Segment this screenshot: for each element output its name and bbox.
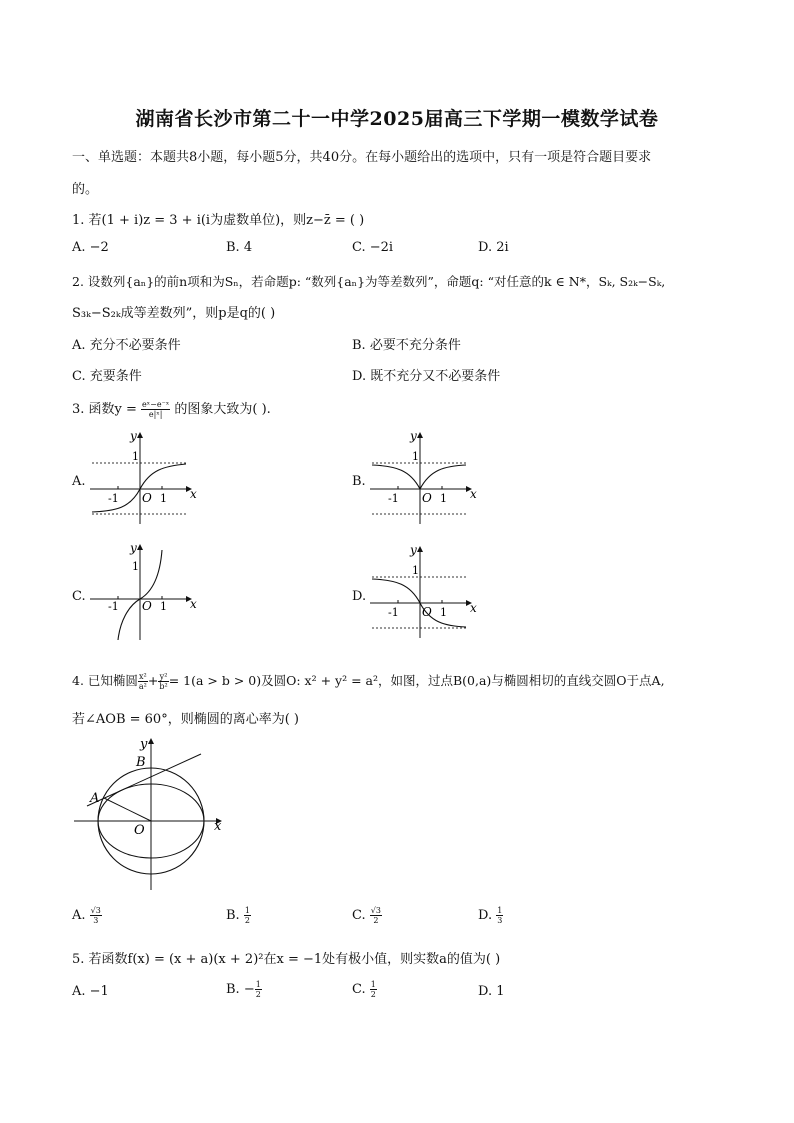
q4-option-a-label: A. — [72, 908, 86, 923]
q4-option-c — [352, 906, 382, 925]
q4-frac-y — [158, 672, 168, 691]
q5-option-c-label: C. — [352, 982, 366, 997]
x-label: x — [470, 601, 477, 615]
q3-option-c-label: C. — [72, 589, 86, 604]
q4-option-a-num: √3 — [90, 906, 101, 915]
origin-label: O — [142, 491, 152, 505]
q4-option-b-num: 1 — [244, 906, 250, 915]
q3-graph-a — [86, 428, 206, 524]
q4-frac-y-den: b² — [159, 682, 168, 691]
tick-label-pos1: 1 — [160, 600, 167, 613]
q1-option-b: B. 4 — [226, 240, 253, 255]
segment-oa — [104, 798, 151, 821]
q5-option-b-den: 2 — [255, 990, 261, 999]
q5-option-b — [226, 980, 262, 999]
y-axis-arrow — [137, 544, 143, 550]
q4-option-a-den: 3 — [93, 916, 99, 925]
y-axis-arrow — [417, 546, 423, 552]
q4-option-c-num: √3 — [370, 906, 381, 915]
tick-label-pos1: 1 — [160, 492, 167, 505]
q3-graph-c — [86, 540, 206, 640]
q4-prefix: 4. 已知椭圆 — [72, 673, 138, 688]
q2-option-d: D. 既不充分又不必要条件 — [352, 369, 501, 384]
point-b-label: B — [136, 755, 146, 770]
q1-option-d: D. 2i — [478, 240, 509, 255]
x-label: x — [190, 597, 197, 611]
q5-option-c-frac — [370, 980, 377, 999]
origin-label: O — [142, 599, 152, 613]
q4-option-c-frac — [370, 906, 382, 925]
origin-label: O — [422, 491, 432, 505]
y-label: y — [410, 429, 417, 443]
tick-label-1: 1 — [412, 450, 419, 463]
question-5-stem: 5. 若函数f(x) = (x + a)(x + 2)²在x = −1处有极小值，则实数a的值为( ) — [72, 952, 501, 967]
q3-option-a-label: A. — [72, 474, 86, 489]
tick-label-pos1: 1 — [440, 606, 447, 619]
tick-label-1: 1 — [132, 560, 139, 573]
q4-option-d-label: D. — [478, 908, 493, 923]
q3-option-b-label: B. — [352, 474, 366, 489]
q2-option-a: A. 充分不必要条件 — [72, 338, 181, 353]
question-2-line2: S₃ₖ−S₂ₖ成等差数列”，则p是q的( ) — [72, 306, 276, 321]
q5-option-c-den: 2 — [370, 990, 376, 999]
q3-fraction-den: e|ˣ| — [148, 410, 163, 419]
y-label: y — [410, 543, 417, 557]
q3-graph-b — [366, 428, 486, 524]
q4-option-c-label: C. — [352, 908, 366, 923]
q2-option-c: C. 充要条件 — [72, 369, 142, 384]
question-1-stem: 1. 若(1 + i)z = 3 + i(i为虚数单位)，则z−z̄ = ( ) — [72, 213, 365, 228]
q1-option-a: A. −2 — [72, 240, 109, 255]
q4-option-c-den: 2 — [373, 916, 379, 925]
q3-fraction — [141, 400, 170, 419]
x-label: x — [190, 487, 197, 501]
tick-label-neg1: -1 — [388, 492, 399, 505]
q4-option-d — [478, 906, 503, 925]
section-instructions-line1: 一、单选题：本题共8小题，每小题5分，共40分。在每小题给出的选项中，只有一项是符合题目要求 — [72, 150, 652, 165]
q4-frac-x — [138, 672, 148, 691]
tick-label-neg1: -1 — [108, 600, 119, 613]
q2-option-b: B. 必要不充分条件 — [352, 338, 461, 353]
q5-option-b-num: 1 — [255, 980, 261, 989]
q3-fraction-num: eˣ−e⁻ˣ — [142, 400, 170, 409]
section-instructions-line2: 的。 — [72, 182, 99, 197]
q5-option-b-frac — [255, 980, 262, 999]
y-axis-arrow — [137, 432, 143, 438]
y-label: y — [130, 541, 137, 555]
q4-option-b-den: 2 — [244, 916, 250, 925]
y-axis-arrow — [417, 432, 423, 438]
q5-option-c — [352, 980, 377, 999]
q5-option-c-num: 1 — [370, 980, 376, 989]
point-a-label: A — [90, 791, 100, 806]
q4-option-d-frac — [496, 906, 503, 925]
question-2-line1: 2. 设数列{aₙ}的前n项和为Sₙ，若命题p: “数列{aₙ}为等差数列”，命题q: “对任意的k ∈ N*，Sₖ, S₂ₖ−Sₖ, — [72, 274, 666, 289]
q5-option-a: A. −1 — [72, 984, 109, 999]
curve — [92, 464, 186, 512]
q3-option-d-label: D. — [352, 589, 367, 604]
q4-frac-x-den: a² — [138, 682, 147, 691]
q5-option-d: D. 1 — [478, 984, 505, 999]
x-label: x — [470, 487, 477, 501]
tick-label-1: 1 — [132, 450, 139, 463]
question-4-line2: 若∠AOB = 60°，则椭圆的离心率为( ) — [72, 712, 299, 727]
tick-label-1: 1 — [412, 564, 419, 577]
curve — [372, 465, 466, 489]
q4-option-b-frac — [244, 906, 251, 925]
q1-option-c: C. −2i — [352, 240, 394, 255]
x-label: x — [214, 819, 222, 834]
origin-label: O — [422, 605, 432, 619]
y-label: y — [130, 429, 137, 443]
y-label: y — [140, 737, 148, 752]
q3-stem-prefix: 3. 函数y = — [72, 402, 137, 417]
q5-option-b-label: B. − — [226, 982, 255, 997]
q4-eq-rest: = 1(a > b > 0)及圆O: x² + y² = a²，如图，过点B(0,a)与椭圆相切的直线交圆O于点A, — [168, 673, 665, 688]
tick-label-neg1: -1 — [388, 606, 399, 619]
q3-graph-d — [366, 542, 486, 638]
page-title: 湖南省长沙市第二十一中学2025届高三下学期一模数学试卷 — [135, 108, 659, 130]
q3-stem-suffix: 的图象大致为( ). — [174, 402, 271, 417]
q4-frac-x-num: x² — [139, 672, 147, 681]
question-3-stem — [72, 398, 271, 419]
q4-option-b-label: B. — [226, 908, 240, 923]
q4-ellipse-figure — [70, 734, 230, 894]
question-4-line1: 4. 已知椭圆 $\frac{\text{x²}}{\text{a²}}$ + $\frac{\text{y²}}{\text{b²}}$ = 1(a > b > 0)及圆O: x² + y² = a²，如图，过点B(0,a)与椭圆相切的直线交圆O于点A, — [72, 672, 665, 691]
origin-label: O — [134, 823, 145, 838]
q4-option-d-den: 3 — [497, 916, 503, 925]
tick-label-neg1: -1 — [108, 492, 119, 505]
q4-option-a-frac — [90, 906, 102, 925]
q4-option-a — [72, 906, 102, 925]
q4-option-d-num: 1 — [497, 906, 503, 915]
y-axis-arrow — [148, 738, 154, 744]
q4-option-b — [226, 906, 251, 925]
q4-frac-y-num: y² — [159, 672, 168, 681]
tick-label-pos1: 1 — [440, 492, 447, 505]
